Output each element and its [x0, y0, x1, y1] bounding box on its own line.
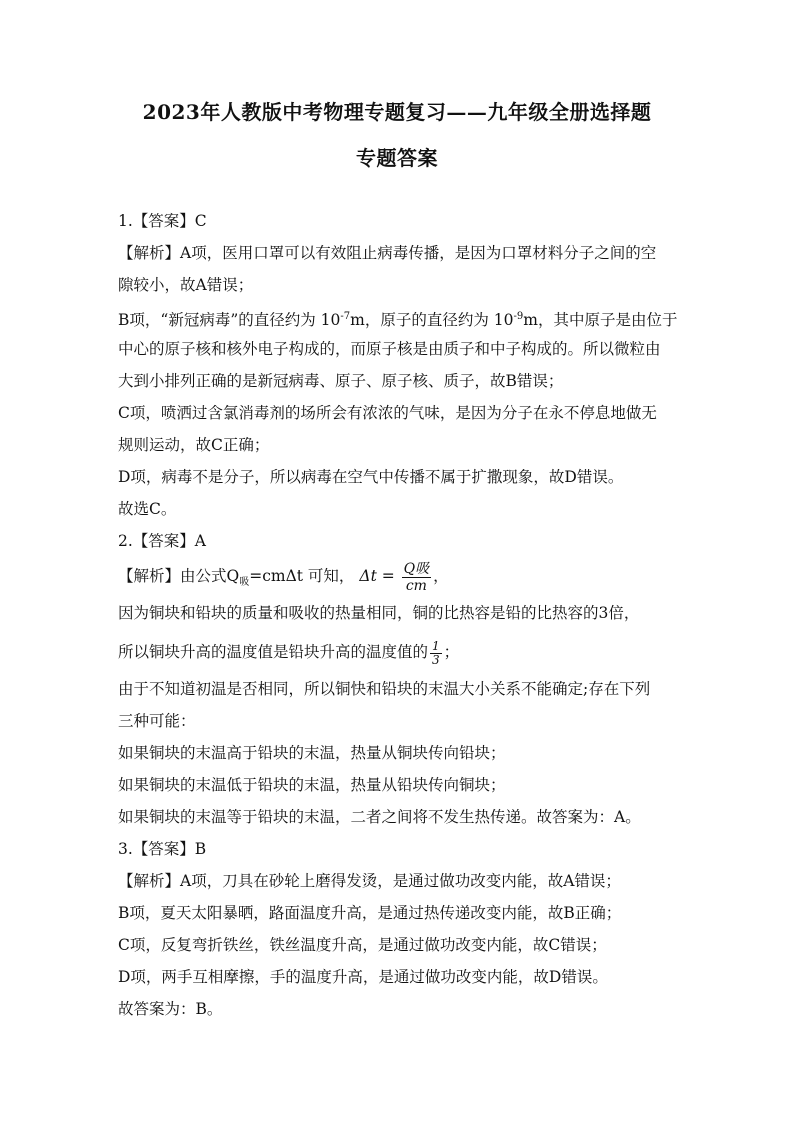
q2-text: ；	[443, 643, 460, 661]
q2-analysis-line: 因为铜块和铅块的质量和吸收的热量相同，铜的比热容是铅的比热容的3倍，	[118, 604, 640, 622]
q1-option-b-line: 中心的原子核和核外电子构成的，而原子核是由质子和中子构成的。所以微粒由	[118, 340, 661, 358]
document-subtitle: 专题答案	[356, 146, 438, 170]
q1-b-text: m，原子的直径约为 10	[350, 311, 514, 330]
q3-analysis-line: 【解析】A项，刀具在砂轮上磨得发烫，是通过做功改变内能，故A错误；	[118, 872, 621, 890]
q3-analysis-line: D项，两手互相摩擦，手的温度升高，是通过做功改变内能，故D错误。	[118, 968, 608, 986]
q2-analysis-text: 【解析】由公式Q	[118, 567, 240, 585]
q1-option-b-line	[118, 306, 688, 331]
q1-analysis-line: 【解析】A项，医用口罩可以有效阻止病毒传播，是因为口罩材料分子之间的空	[118, 244, 657, 262]
q3-analysis-line: B项，夏天太阳暴晒，路面温度升高，是通过热传递改变内能，故B正确；	[118, 904, 622, 922]
fraction-numerator: Q吸	[403, 560, 430, 577]
q1-option-c-line: C项，喷洒过含氯消毒剂的场所会有浓浓的气味，是因为分子在永不停息地做无	[118, 404, 657, 422]
q1-b-exponent: -7	[340, 311, 351, 322]
q2-analysis-line: 由于不知道初温是否相同，所以铜快和铅块的末温大小关系不能确定;存在下列	[118, 680, 651, 698]
q3-conclusion: 故答案为：B。	[118, 1000, 223, 1018]
q3-analysis-line: C项，反复弯折铁丝，铁丝温度升高，是通过做功改变内能，故C错误；	[118, 936, 607, 954]
fraction-denominator: cm	[405, 577, 427, 594]
q1-b-exponent: -9	[513, 311, 524, 322]
one-third-fraction	[430, 640, 442, 667]
q1-b-text: m，其中原子是由位于	[523, 311, 678, 330]
q2-analysis-line: 如果铜块的末温低于铅块的末温，热量从铅块传向铜块；	[118, 776, 506, 794]
formula-fraction	[402, 561, 431, 594]
q2-analysis-line	[118, 634, 688, 670]
q2-analysis-line: 三种可能：	[118, 712, 196, 730]
q1-answer: 1.【答案】C	[118, 212, 207, 230]
q1-analysis-line: 隙较小，故A错误；	[118, 276, 254, 294]
q1-option-b-line: 大到小排列正确的是新冠病毒、原子、原子核、质子，故B错误；	[118, 372, 564, 390]
q2-subscript: 吸	[239, 577, 250, 589]
q2-analysis-text: =cmΔt 可知，	[249, 567, 355, 585]
q1-option-d-line: D项，病毒不是分子，所以病毒在空气中传播不属于扩撒现象，故D错误。	[118, 468, 624, 486]
q2-analysis-line: 如果铜块的末温等于铅块的末温，二者之间将不发生热传递。故答案为：A。	[118, 808, 641, 826]
q2-answer: 2.【答案】A	[118, 532, 206, 550]
q2-analysis-line: 如果铜块的末温高于铅块的末温，热量从铜块传向铅块；	[118, 744, 506, 762]
q2-formula-line	[118, 556, 688, 596]
q2-text: 所以铜块升高的温度值是铅块升高的温度值的	[118, 643, 429, 661]
q1-conclusion: 故选C。	[118, 500, 177, 518]
formula-tail: ，	[433, 567, 449, 585]
fraction-denominator: 3	[432, 652, 440, 667]
document-title: 2023年人教版中考物理专题复习——九年级全册选择题	[142, 100, 652, 124]
fraction-numerator: 1	[432, 638, 440, 653]
q3-answer: 3.【答案】B	[118, 840, 207, 858]
q1-option-c-line: 规则运动，故C正确；	[118, 436, 270, 454]
formula-lhs: Δt =	[359, 567, 395, 585]
q1-b-text: B项，“新冠病毒”的直径约为 10	[118, 311, 341, 330]
